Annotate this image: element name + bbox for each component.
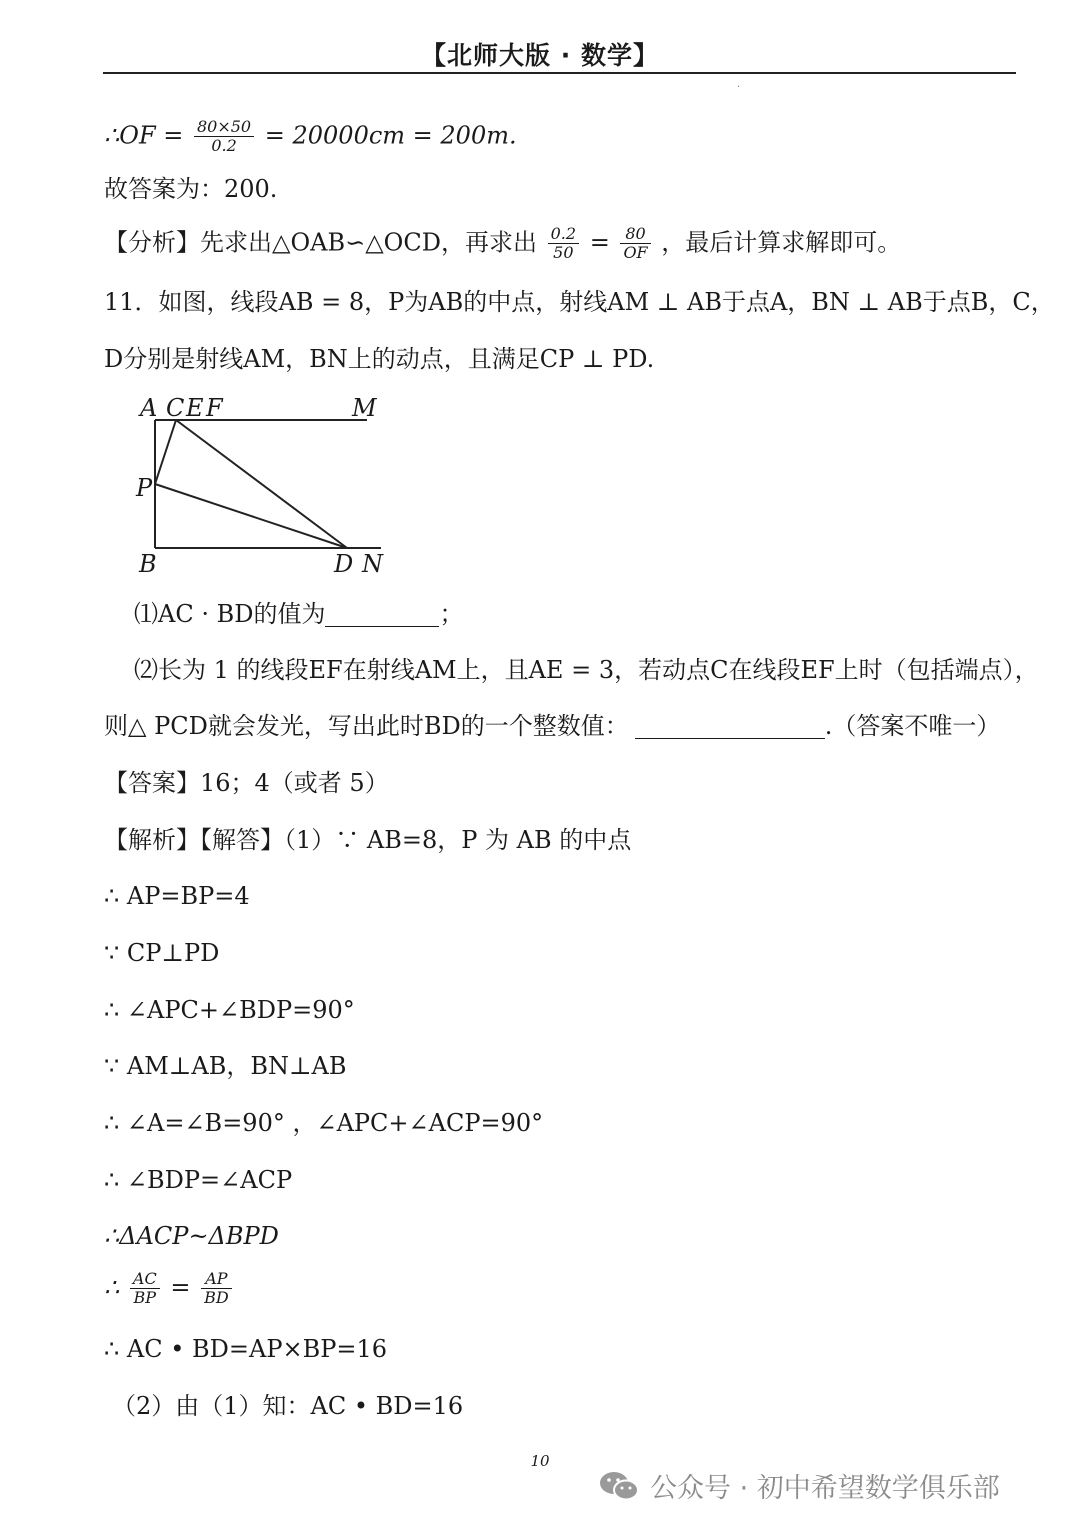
label-n: N (362, 550, 383, 578)
label-m: M (352, 394, 377, 422)
solution-step-8: ∴ΔACP~ΔBPD (104, 1222, 279, 1250)
solution-step-9 (104, 1270, 235, 1308)
question-1 (134, 602, 463, 627)
label-d: D (334, 550, 354, 578)
solution-step-10: ∴ AC • BD=AP×BP=16 (104, 1335, 388, 1363)
question-1-end: ； (439, 600, 464, 628)
fraction-denominator: 0.2 (211, 136, 237, 156)
label-e: E (186, 394, 204, 422)
label-f: F (206, 394, 223, 422)
fraction-denominator: 50 (553, 243, 574, 263)
answer-line-200: 故答案为：200. (104, 175, 278, 203)
segment-cd (176, 420, 347, 548)
problem-11-statement: 11．如图，线段AB = 8，P为AB的中点，射线AM ⊥ AB于点A，BN ⊥ AB于点B，C， (104, 288, 1055, 316)
fraction-0.2-over-50 (548, 225, 579, 263)
question-2: ⑵长为 1 的线段EF在射线AM上，且AE = 3，若动点C在线段EF上时（包括端点）， (134, 656, 1039, 684)
equation-of-prefix: ∴OF = (104, 121, 184, 150)
solution-step-7: ∴ ∠BDP=∠ACP (104, 1166, 293, 1194)
watermark-text: 公众号 · 初中希望数学俱乐部 (650, 1473, 1000, 1504)
dot-mark: · (737, 82, 741, 93)
question-2-cont (104, 714, 1000, 739)
answer-blank-1 (325, 602, 439, 627)
analysis-text-suffix: ，最后计算求解即可。 (661, 228, 902, 257)
solution-step-5: ∵ AM⊥AB，BN⊥AB (104, 1052, 347, 1080)
problem-11-statement-cont: D分别是射线AM，BN上的动点，且满足CP ⊥ PD. (104, 345, 655, 373)
therefore-sign: ∴ (104, 1273, 120, 1302)
answer-blank-2 (635, 714, 825, 739)
page-number: 10 (530, 1452, 550, 1470)
label-a: A (140, 394, 158, 422)
geometry-figure (130, 388, 390, 580)
label-b: B (139, 550, 157, 578)
solution-step-6: ∴ ∠A=∠B=90° ，∠APC+∠ACP=90° (104, 1109, 544, 1137)
question-2-cont-text: 则△ PCD就会发光，写出此时BD的一个整数值： (104, 712, 629, 740)
wechat-icon (598, 1469, 640, 1503)
solution-step-1: 【解析】【解答】（1）∵ AB=8，P 为 AB 的中点 (104, 826, 632, 854)
segment-pc (155, 420, 176, 484)
answer-line: 【答案】16；4（或者 5） (104, 769, 389, 797)
fraction-denominator: BP (133, 1288, 157, 1308)
label-p: P (136, 474, 153, 502)
equation-of (104, 118, 517, 156)
fraction-ac-over-bp (130, 1270, 160, 1308)
analysis-line (104, 225, 901, 263)
fraction-80x50-over-0.2 (194, 118, 254, 156)
fraction-numerator: AP (201, 1270, 232, 1289)
fraction-ap-over-bd (201, 1270, 232, 1308)
question-1-text: ⑴AC · BD的值为 (134, 600, 326, 628)
analysis-text-prefix: 【分析】先求出△OAB∽△OCD，再求出 (104, 228, 537, 257)
solution-step-3: ∵ CP⊥PD (104, 939, 220, 967)
equation-of-result: = 20000cm = 200m. (264, 121, 517, 150)
solution-step-2: ∴ AP=BP=4 (104, 882, 250, 910)
fraction-numerator: 80×50 (194, 118, 254, 137)
solution-step-4: ∴ ∠APC+∠BDP=90° (104, 996, 355, 1024)
segment-pd (155, 484, 347, 548)
fraction-numerator: AC (130, 1270, 160, 1289)
page-header-title: 【北师大版 · 数学】 (421, 41, 659, 70)
fraction-numerator: 0.2 (548, 225, 579, 244)
fraction-denominator: BD (204, 1288, 229, 1308)
equals-sign: = (170, 1273, 191, 1302)
fraction-numerator: 80 (620, 225, 650, 244)
label-c: C (166, 394, 185, 422)
equals-sign: = (589, 228, 610, 257)
question-2-cont-end: .（答案不唯一） (824, 712, 1001, 740)
header-rule (103, 72, 1016, 74)
solution-part-2: （2）由（1）知：AC • BD=16 (112, 1392, 464, 1420)
fraction-80-over-of (620, 225, 650, 263)
watermark (598, 1466, 1000, 1505)
fraction-denominator: OF (623, 243, 648, 263)
